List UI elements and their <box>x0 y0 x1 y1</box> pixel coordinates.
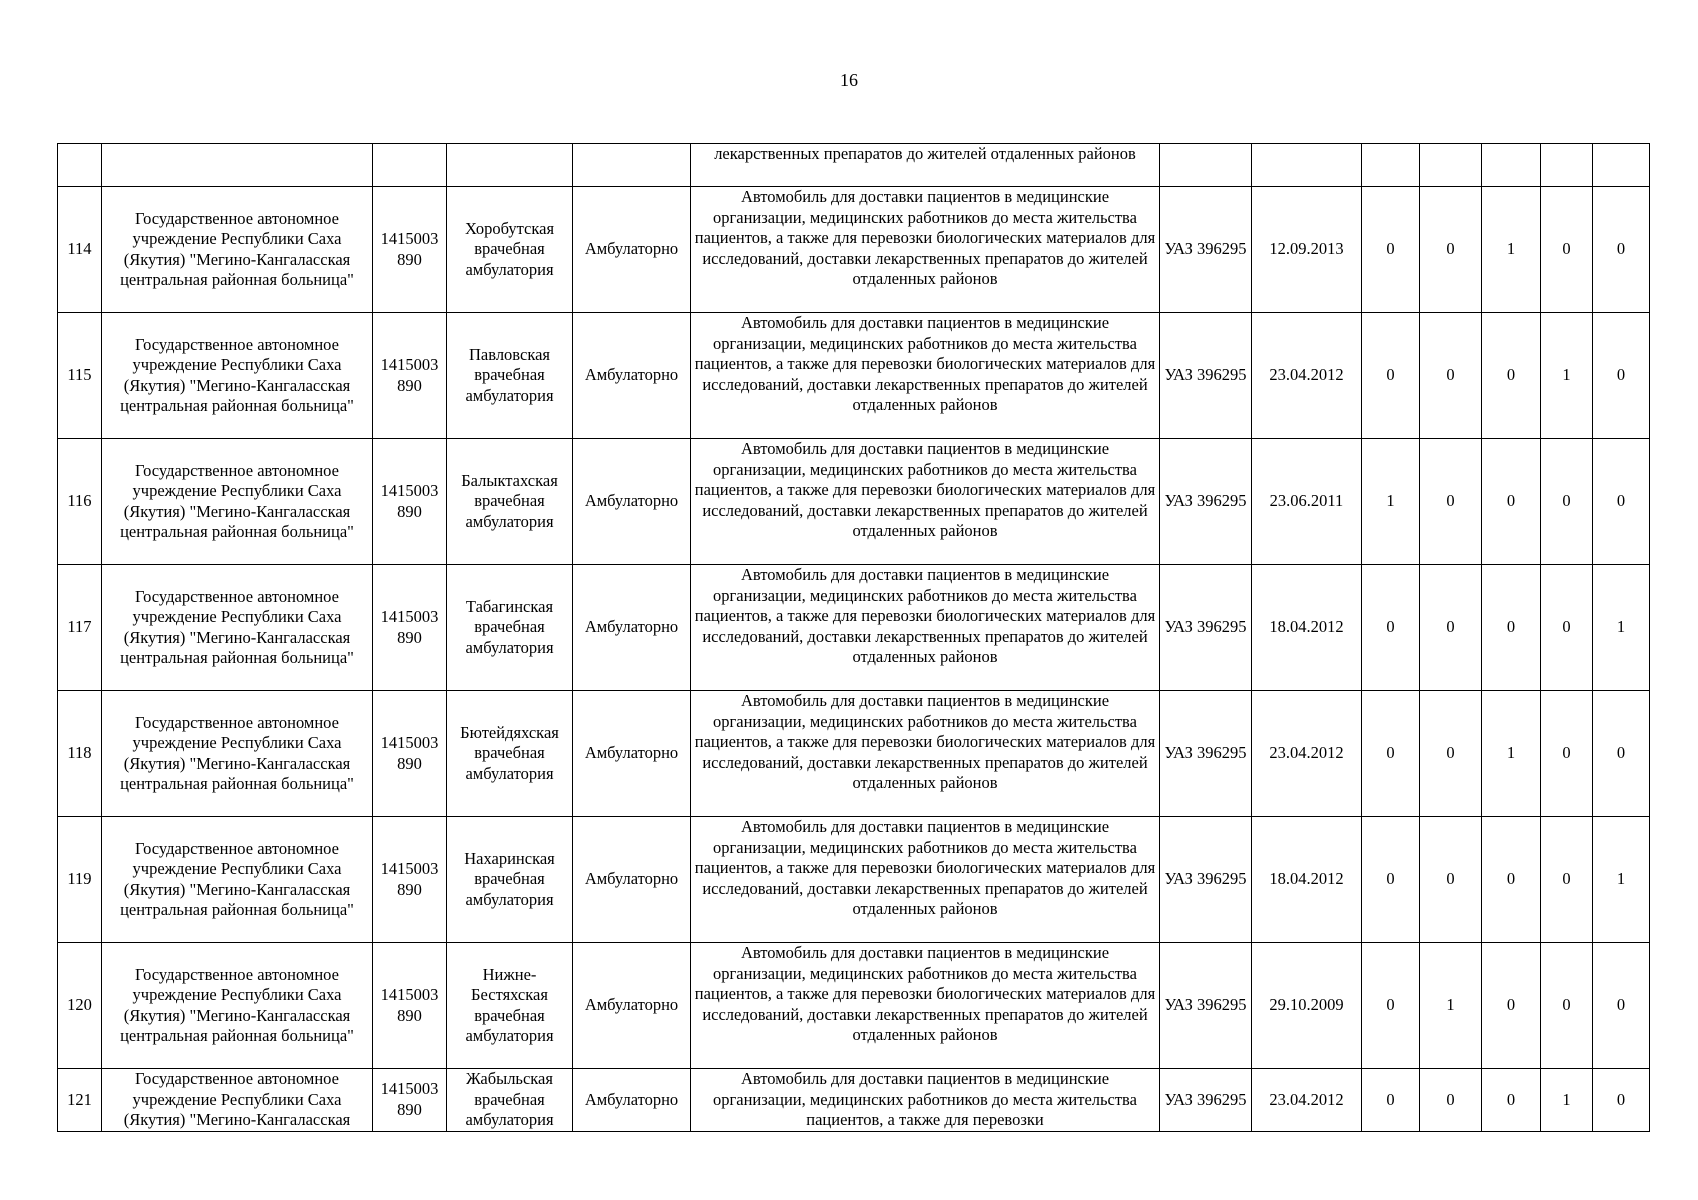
cell-count-3: 0 <box>1482 1069 1541 1132</box>
vehicle-table <box>57 143 1650 1132</box>
table-row <box>58 313 1650 439</box>
cell-model: УАЗ 396295 <box>1160 439 1252 565</box>
table-row <box>58 439 1650 565</box>
cell-organization: Государственное автономное учреждение Республики Саха (Якутия) "Мегино-Кангаласская центральная районная больница" <box>102 817 373 943</box>
cell-organization: Государственное автономное учреждение Республики Саха (Якутия) "Мегино-Кангаласская центральная районная больница" <box>102 943 373 1069</box>
cell-count-4: 0 <box>1541 565 1593 691</box>
cell-unit: Жабыльская врачебная амбулатория <box>447 1069 573 1132</box>
cell-unit: Балыктахская врачебная амбулатория <box>447 439 573 565</box>
cell-count-5: 0 <box>1593 187 1650 313</box>
cell-date <box>1252 144 1362 187</box>
cell-organization: Государственное автономное учреждение Республики Саха (Якутия) "Мегино-Кангаласская центральная районная больница" <box>102 691 373 817</box>
cell-count-1: 0 <box>1362 565 1420 691</box>
cell-unit: Бютейдяхская врачебная амбулатория <box>447 691 573 817</box>
cell-mode: Амбулаторно <box>573 313 691 439</box>
cell-mode: Амбулаторно <box>573 565 691 691</box>
cell-model: УАЗ 396295 <box>1160 187 1252 313</box>
table-row <box>58 817 1650 943</box>
cell-unit <box>447 144 573 187</box>
table-row <box>58 943 1650 1069</box>
cell-unit: Нижне-Бестяхская врачебная амбулатория <box>447 943 573 1069</box>
table-row <box>58 565 1650 691</box>
cell-description: Автомобиль для доставки пациентов в медицинские организации, медицинских работников до места жительства пациентов, а также для перевозки биологических материалов для исследований, доставки лекарственных препаратов до жителей отдаленных районов <box>691 565 1160 691</box>
cell-mode: Амбулаторно <box>573 691 691 817</box>
cell-code: 1415003 890 <box>373 439 447 565</box>
cell-count-3: 0 <box>1482 817 1541 943</box>
cell-description: Автомобиль для доставки пациентов в медицинские организации, медицинских работников до места жительства пациентов, а также для перевозки биологических материалов для исследований, доставки лекарственных препаратов до жителей отдаленных районов <box>691 943 1160 1069</box>
cell-count-4: 0 <box>1541 187 1593 313</box>
cell-organization: Государственное автономное учреждение Республики Саха (Якутия) "Мегино-Кангаласская центральная районная больница" <box>102 439 373 565</box>
cell-unit: Табагинская врачебная амбулатория <box>447 565 573 691</box>
cell-number <box>58 144 102 187</box>
cell-number: 120 <box>58 943 102 1069</box>
cell-date: 12.09.2013 <box>1252 187 1362 313</box>
cell-model: УАЗ 396295 <box>1160 943 1252 1069</box>
cell-count-5: 0 <box>1593 1069 1650 1132</box>
cell-count-5: 1 <box>1593 565 1650 691</box>
cell-count-1: 0 <box>1362 1069 1420 1132</box>
cell-count-2: 0 <box>1420 187 1482 313</box>
cell-date: 23.06.2011 <box>1252 439 1362 565</box>
table-row <box>58 691 1650 817</box>
cell-code: 1415003 890 <box>373 565 447 691</box>
cell-date: 23.04.2012 <box>1252 691 1362 817</box>
cell-count-5: 0 <box>1593 439 1650 565</box>
cell-model: УАЗ 396295 <box>1160 565 1252 691</box>
cell-date: 23.04.2012 <box>1252 313 1362 439</box>
cell-count-5: 0 <box>1593 943 1650 1069</box>
cell-code: 1415003 890 <box>373 817 447 943</box>
cell-description: Автомобиль для доставки пациентов в медицинские организации, медицинских работников до места жительства пациентов, а также для перевозки <box>691 1069 1160 1132</box>
cell-mode <box>573 144 691 187</box>
cell-count-2 <box>1420 144 1482 187</box>
cell-count-3 <box>1482 144 1541 187</box>
cell-count-2: 0 <box>1420 817 1482 943</box>
cell-number: 119 <box>58 817 102 943</box>
cell-count-2: 0 <box>1420 313 1482 439</box>
cell-mode: Амбулаторно <box>573 817 691 943</box>
cell-count-1: 0 <box>1362 187 1420 313</box>
cell-description: Автомобиль для доставки пациентов в медицинские организации, медицинских работников до места жительства пациентов, а также для перевозки биологических материалов для исследований, доставки лекарственных препаратов до жителей отдаленных районов <box>691 817 1160 943</box>
cell-code: 1415003 890 <box>373 313 447 439</box>
cell-count-4: 0 <box>1541 817 1593 943</box>
cell-count-2: 0 <box>1420 565 1482 691</box>
cell-number: 116 <box>58 439 102 565</box>
cell-code: 1415003 890 <box>373 943 447 1069</box>
cell-number: 115 <box>58 313 102 439</box>
cell-code: 1415003 890 <box>373 691 447 817</box>
cell-description: Автомобиль для доставки пациентов в медицинские организации, медицинских работников до места жительства пациентов, а также для перевозки биологических материалов для исследований, доставки лекарственных препаратов до жителей отдаленных районов <box>691 187 1160 313</box>
cell-count-5: 0 <box>1593 313 1650 439</box>
cell-count-2: 1 <box>1420 943 1482 1069</box>
cell-code <box>373 144 447 187</box>
cell-count-2: 0 <box>1420 1069 1482 1132</box>
cell-count-1: 0 <box>1362 817 1420 943</box>
cell-model: УАЗ 396295 <box>1160 313 1252 439</box>
cell-unit: Павловская врачебная амбулатория <box>447 313 573 439</box>
cell-count-4: 0 <box>1541 943 1593 1069</box>
cell-count-3: 0 <box>1482 439 1541 565</box>
cell-description: лекарственных препаратов до жителей отдаленных районов <box>691 144 1160 187</box>
cell-mode: Амбулаторно <box>573 439 691 565</box>
cell-date: 29.10.2009 <box>1252 943 1362 1069</box>
table-row <box>58 1069 1650 1132</box>
cell-count-3: 0 <box>1482 943 1541 1069</box>
cell-number: 117 <box>58 565 102 691</box>
cell-count-4: 0 <box>1541 691 1593 817</box>
cell-mode: Амбулаторно <box>573 187 691 313</box>
cell-count-4 <box>1541 144 1593 187</box>
cell-count-4: 1 <box>1541 1069 1593 1132</box>
cell-count-3: 0 <box>1482 565 1541 691</box>
cell-organization: Государственное автономное учреждение Республики Саха (Якутия) "Мегино-Кангаласская центральная районная больница" <box>102 565 373 691</box>
cell-count-1: 1 <box>1362 439 1420 565</box>
cell-count-1: 0 <box>1362 943 1420 1069</box>
page-number: 16 <box>840 70 858 90</box>
cell-count-5 <box>1593 144 1650 187</box>
cell-count-5: 0 <box>1593 691 1650 817</box>
cell-count-5: 1 <box>1593 817 1650 943</box>
cell-count-4: 0 <box>1541 439 1593 565</box>
cell-count-3: 1 <box>1482 187 1541 313</box>
cell-number: 118 <box>58 691 102 817</box>
cell-model: УАЗ 396295 <box>1160 817 1252 943</box>
cell-description: Автомобиль для доставки пациентов в медицинские организации, медицинских работников до места жительства пациентов, а также для перевозки биологических материалов для исследований, доставки лекарственных препаратов до жителей отдаленных районов <box>691 439 1160 565</box>
cell-count-3: 1 <box>1482 691 1541 817</box>
cell-unit: Хоробутская врачебная амбулатория <box>447 187 573 313</box>
table-row-continuation <box>58 144 1650 187</box>
cell-count-3: 0 <box>1482 313 1541 439</box>
cell-mode: Амбулаторно <box>573 943 691 1069</box>
cell-code: 1415003 890 <box>373 1069 447 1132</box>
cell-date: 23.04.2012 <box>1252 1069 1362 1132</box>
cell-model: УАЗ 396295 <box>1160 691 1252 817</box>
cell-organization: Государственное автономное учреждение Республики Саха (Якутия) "Мегино-Кангаласская центральная районная больница" <box>102 187 373 313</box>
table-row <box>58 187 1650 313</box>
cell-count-1 <box>1362 144 1420 187</box>
cell-date: 18.04.2012 <box>1252 565 1362 691</box>
cell-count-1: 0 <box>1362 313 1420 439</box>
cell-description: Автомобиль для доставки пациентов в медицинские организации, медицинских работников до места жительства пациентов, а также для перевозки биологических материалов для исследований, доставки лекарственных препаратов до жителей отдаленных районов <box>691 313 1160 439</box>
cell-model <box>1160 144 1252 187</box>
cell-number: 114 <box>58 187 102 313</box>
cell-code: 1415003 890 <box>373 187 447 313</box>
cell-count-1: 0 <box>1362 691 1420 817</box>
cell-count-2: 0 <box>1420 439 1482 565</box>
cell-organization: Государственное автономное учреждение Республики Саха (Якутия) "Мегино-Кангаласская <box>102 1069 373 1132</box>
cell-unit: Нахаринская врачебная амбулатория <box>447 817 573 943</box>
cell-description: Автомобиль для доставки пациентов в медицинские организации, медицинских работников до места жительства пациентов, а также для перевозки биологических материалов для исследований, доставки лекарственных препаратов до жителей отдаленных районов <box>691 691 1160 817</box>
cell-organization <box>102 144 373 187</box>
cell-organization: Государственное автономное учреждение Республики Саха (Якутия) "Мегино-Кангаласская центральная районная больница" <box>102 313 373 439</box>
cell-count-2: 0 <box>1420 691 1482 817</box>
cell-count-4: 1 <box>1541 313 1593 439</box>
cell-date: 18.04.2012 <box>1252 817 1362 943</box>
cell-mode: Амбулаторно <box>573 1069 691 1132</box>
cell-model: УАЗ 396295 <box>1160 1069 1252 1132</box>
cell-number: 121 <box>58 1069 102 1132</box>
